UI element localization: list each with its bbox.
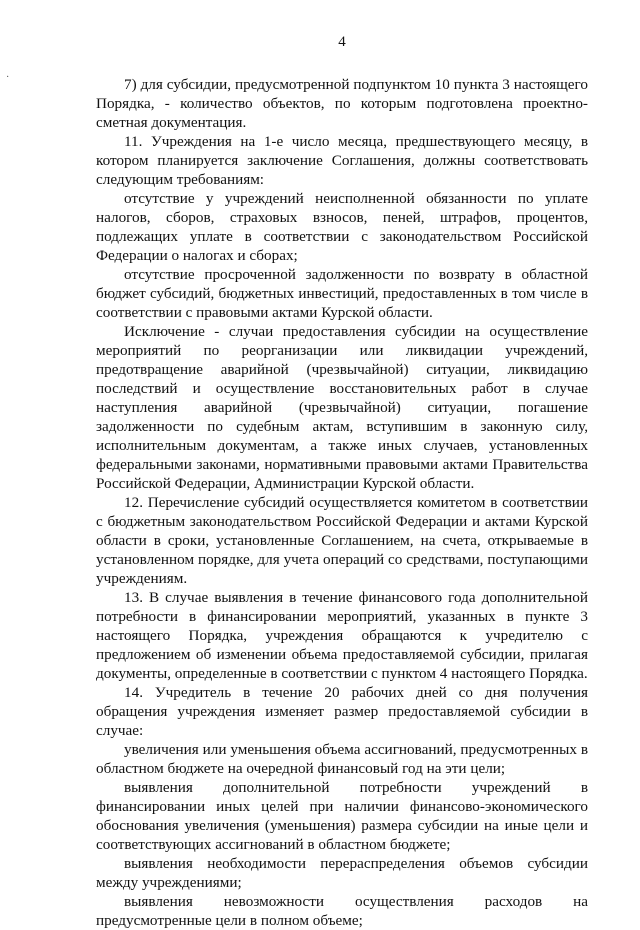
paragraph-case-redistribution: выявления необходимости перераспределения объемов субсидии между учреждениями;: [96, 855, 588, 891]
paragraph-12: 12. Перечисление субсидий осуществляется комитетом в соответствии с бюджетным законодательством Российской Федерации и актами Курской области в сроки, установленные Соглашением, на счета, открываемые в установленном порядке, для учета операций со средствами, поступающими учреждениям.: [96, 494, 588, 587]
paragraph-13: 13. В случае выявления в течение финансового года дополнительной потребности в финансировании мероприятий, указанных в пункте 3 настоящего Порядка, учреждения обращаются к учредителю с предложением об изменении объема предоставляемой субсидии, прилагая документы, определенные в соответствии с пунктом 4 настоящего Порядка.: [96, 589, 588, 682]
paragraph-no-tax-debt: отсутствие у учреждений неисполненной обязанности по уплате налогов, сборов, страховых взносов, пеней, штрафов, процентов, подлежащих уплате в соответствии с законодательством Российской Федерации о налогах и сборах;: [96, 190, 588, 264]
scan-edge-mark: ·: [6, 72, 10, 83]
paragraph-case-additional-need: выявления дополнительной потребности учреждений в финансировании иных целей при наличии финансово-экономического обоснования увеличения (уменьшения) размера субсидии на иные цели и соответствующих ассигнований в областном бюджете;: [96, 779, 588, 853]
paragraph-11: 11. Учреждения на 1-е число месяца, предшествующего месяцу, в котором планируется заключение Соглашения, должны соответствовать следующим требованиям:: [96, 133, 588, 188]
paragraph-case-allocation-change: увеличения или уменьшения объема ассигнований, предусмотренных в областном бюджете на очередной финансовый год на эти цели;: [96, 741, 588, 777]
paragraph-item-7: 7) для субсидии, предусмотренной подпунктом 10 пункта 3 настоящего Порядка, - количество объектов, по которым подготовлена проектно-сметная документация.: [96, 76, 588, 131]
paragraph-no-overdue-debt: отсутствие просроченной задолженности по возврату в областной бюджет субсидий, бюджетных инвестиций, предоставленных в том числе в соответствии с правовыми актами Курской области.: [96, 266, 588, 321]
paragraph-exception: Исключение - случаи предоставления субсидии на осуществление мероприятий по реорганизации или ликвидации учреждений, предотвращение аварийной (чрезвычайной) ситуации, ликвидацию последствий и осуществление восстановительных работ в случае наступления аварийной (чрезвычайной) ситуации, погашение задолженности по судебным актам, вступившим в законную силу, исполнительным документам, а также иных случаев, установленных федеральными законами, нормативными правовыми актами Правительства Российской Федерации, Администрации Курской области.: [96, 323, 588, 492]
page-number: 4: [338, 34, 346, 50]
paragraph-14: 14. Учредитель в течение 20 рабочих дней со дня получения обращения учреждения изменяет размер предоставляемой субсидии в случае:: [96, 684, 588, 739]
paragraph-case-impossibility: выявления невозможности осуществления расходов на предусмотренные цели в полном объеме;: [96, 893, 588, 929]
